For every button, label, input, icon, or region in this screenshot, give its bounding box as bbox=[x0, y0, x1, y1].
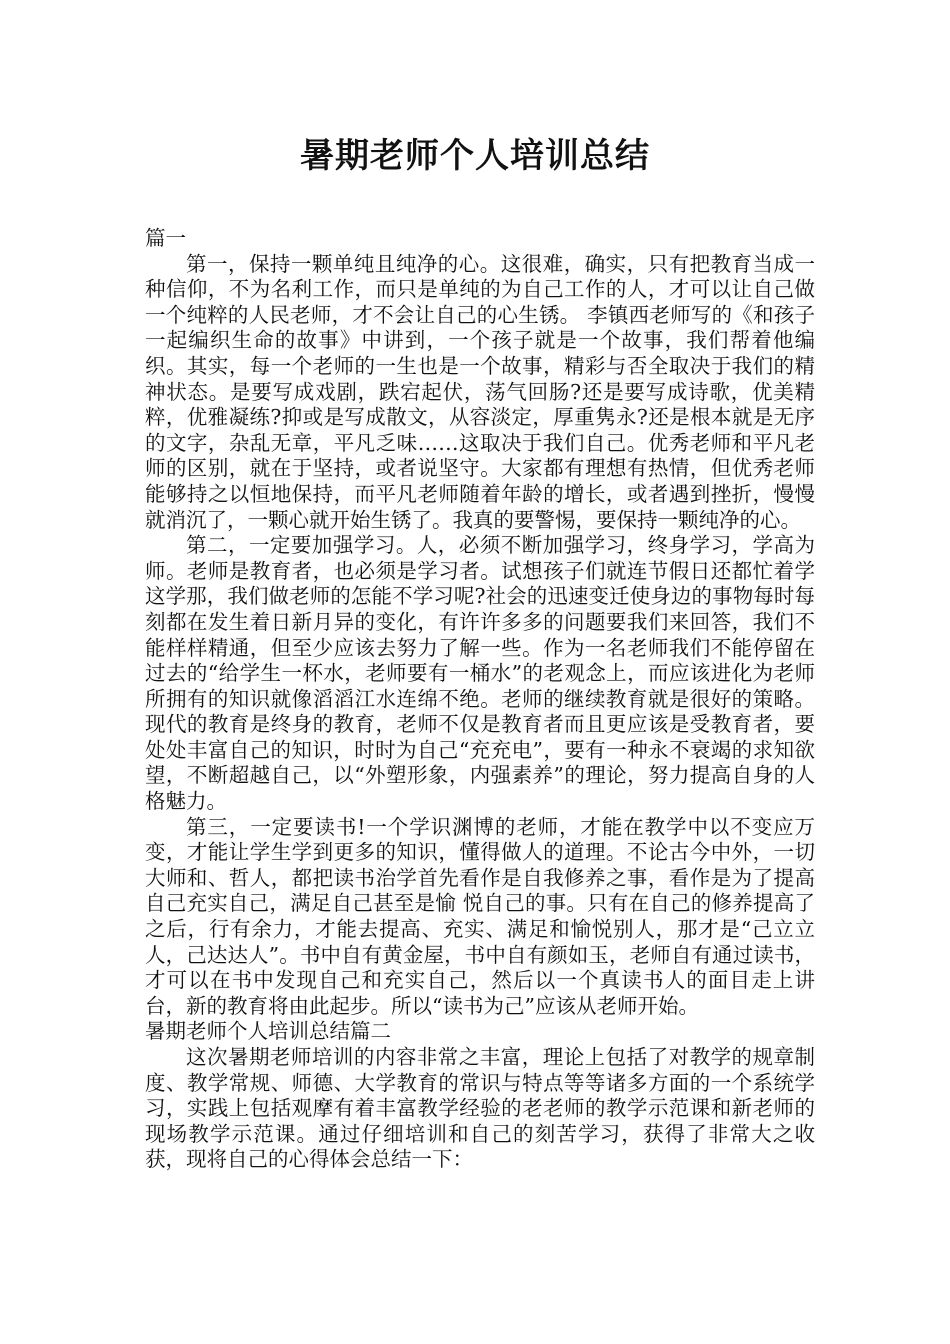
section-1-label: 篇一 bbox=[145, 226, 186, 250]
section-1-paragraph-3: 第三，一定要读书!一个学识渊博的老师，才能在教学中以不变应万变，才能让学生学到更多的知识，懂得做人的道理。不论古今中外，一切大师和、哲人，都把读书治学首先看作是自我修养之事，看作是为了提高自己充实自己，满足自己甚至是愉 悦自己的事。只有在自己的修养提高了之后，行有余力，才能去提高、充实、满足和愉悦别人，那才是“己立立人，己达达人”。书中自有黄金屋，书中自有颜如玉，老师自有通过读书，才可以在书中发现自己和充实自己，然后以一个真读书人的面目走上讲台，新的教育将由此起步。所以“读书为己”应该从老师开始。 bbox=[145, 814, 815, 1018]
section-1-paragraph-1: 第一，保持一颗单纯且纯净的心。这很难，确实，只有把教育当成一种信仰，不为名利工作，而只是单纯的为自己工作的人，才可以让自己做一个纯粹的人民老师，才不会让自己的心生锈。 李镇西老师写的《和孩子一起编织生命的故事》中讲到，一个孩子就是一个故事，我们帮着他编织。其实，每一个老师的一生也是一个故事，精彩与否全取决于我们的精神状态。是要写成戏剧，跌宕起伏，荡气回肠?还是要写成诗歌，优美精粹，优雅凝练?抑或是写成散文，从容淡定，厚重隽永?还是根本就是无序的文字，杂乱无章，平凡乏味……这取决于我们自己。优秀老师和平凡老师的区别，就在于坚持，或者说坚守。大家都有理想有热情，但优秀老师能够持之以恒地保持，而平凡老师随着年龄的增长，或者遇到挫折，慢慢就消沉了，一颗心就开始生锈了。我真的要警惕，要保持一颗纯净的心。 bbox=[145, 251, 815, 532]
section-2-paragraph-1: 这次暑期老师培训的内容非常之丰富，理论上包括了对教学的规章制度、教学常规、师德、大学教育的常识与特点等等诸多方面的一个系统学习，实践上包括观摩有着丰富教学经验的老老师的教学示范课和新老师的现场教学示范课。通过仔细培训和自己的刻苦学习，获得了非常大之收获，现将自己的心得体会总结一下： bbox=[145, 1045, 815, 1172]
document-body bbox=[145, 226, 815, 1173]
section-2-label: 暑期老师个人培训总结篇二 bbox=[145, 1019, 391, 1044]
section-1-paragraph-2: 第二，一定要加强学习。人，必须不断加强学习，终身学习，学高为师。老师是教育者，也必须是学习者。试想孩子们就连节假日还都忙着学这学那，我们做老师的怎能不学习呢?社会的迅速变迁使身边的事物每时每刻都在发生着日新月异的变化，有许许多多的问题要我们来回答，我们不能样样精通，但至少应该去努力了解一些。作为一名老师我们不能停留在过去的“给学生一杯水，老师要有一桶水”的老观念上，而应该进化为老师所拥有的知识就像滔滔江水连绵不绝。老师的继续教育就是很好的策略。现代的教育是终身的教育，老师不仅是教育者而且更应该是受教育者，要处处丰富自己的知识，时时为自己“充充电”，要有一种永不衰竭的求知欲望，不断超越自己，以“外塑形象，内强素养”的理论，努力提高自身的人格魅力。 bbox=[145, 533, 815, 814]
document-title: 暑期老师个人培训总结 bbox=[300, 136, 650, 176]
